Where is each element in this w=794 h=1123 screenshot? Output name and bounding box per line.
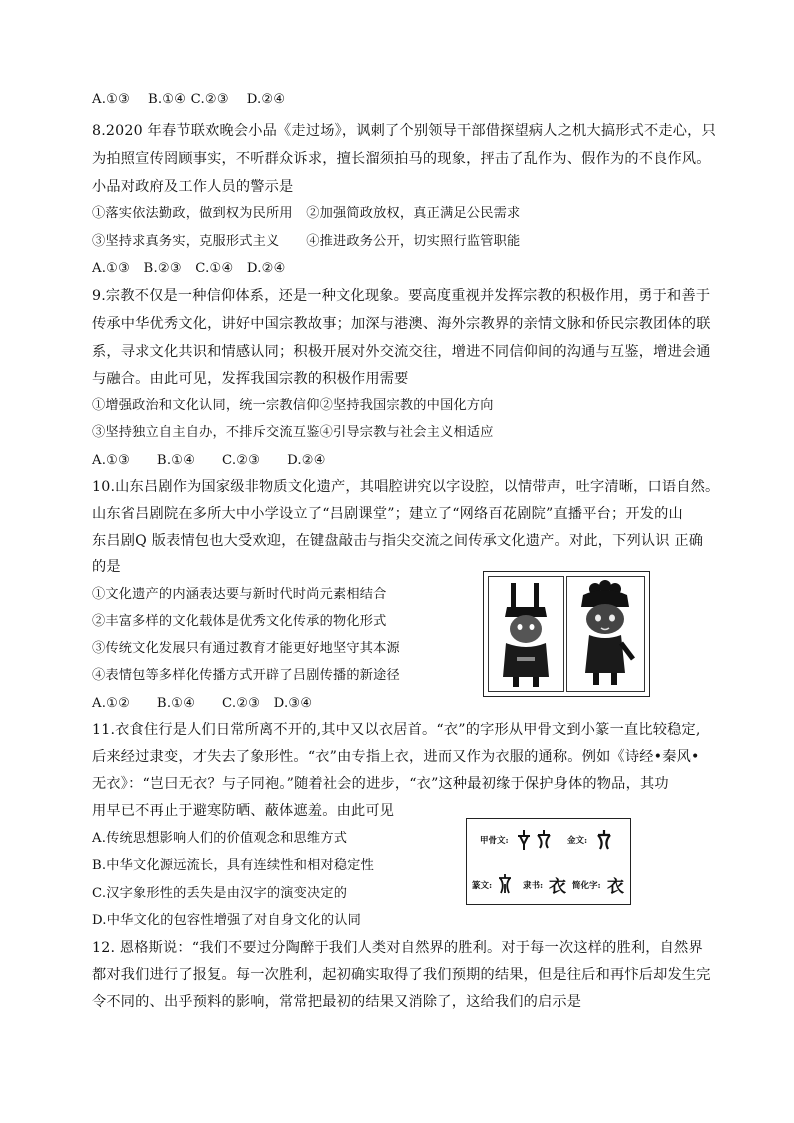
q10-stem-line-1: 10.山东吕剧作为国家级非物质文化遗产，其唱腔讲究以字设腔，以情带声，吐字清晰，口语自然。 bbox=[92, 479, 720, 495]
emoji-panel-male bbox=[488, 576, 564, 692]
q11-stem-line-2: 后来经过隶变，才失去了象形性。“衣”由专指上衣，进而又作为衣服的通称。例如《诗经•秦风• bbox=[92, 749, 700, 765]
q11-stem-line-3: 无衣》：“岂曰无衣？与子同袍。”随着社会的进步，“衣”这种最初缘于保护身体的物品，其功 bbox=[92, 776, 669, 792]
q10-statement-2: ②丰富多样的文化载体是优秀文化传承的物化形式 bbox=[92, 614, 387, 629]
q8-statement-12: ①落实依法勤政，做到权为民所用 ②加强简政放权，真正满足公民需求 bbox=[92, 206, 521, 221]
simplified-yi-glyph: 衣 bbox=[607, 877, 624, 897]
q12-stem-line-2: 都对我们进行了报复。每一次胜利，起初确实取得了我们预期的结果，但是往后和再忭后却发生完 bbox=[92, 967, 711, 983]
q11-option-d: D.中华文化的包容性增强了对自身文化的认同 bbox=[92, 913, 362, 928]
q9-stem-line-3: 系，寻求文化共识和情感认同；积极开展对外交流交往，增进不同信仰间的沟通与互鉴，增进会通 bbox=[92, 344, 711, 360]
q9-stem-line-2: 传承中华优秀文化，讲好中国宗教故事；加深与港澳、海外宗教界的亲情文脉和侨民宗教团体的联 bbox=[92, 316, 711, 332]
q8-options: A.①③ B.②③ C.①④ D.②④ bbox=[92, 261, 286, 276]
q11-stem-line-1: 11.衣食住行是人们日常所离不开的,其中又以衣居首。“衣”的字形从甲骨文到小篆一直比较稳定, bbox=[92, 722, 701, 738]
q10-options: A.①② B.①④ C.②③ D.③④ bbox=[92, 696, 313, 711]
bronze-label: 金文: bbox=[567, 836, 588, 846]
oracle-bone-label: 甲骨文: bbox=[480, 836, 509, 846]
clerical-script-yi-glyph: 衣 bbox=[549, 877, 566, 897]
lu-opera-emoji-illustration bbox=[483, 571, 650, 697]
q11-stem-line-4: 用早已不再止于避寒防晒、蔽体遮羞。由此可见 bbox=[92, 803, 395, 819]
q10-stem-line-3: 东吕剧Q 版表情包也大受欢迎，在键盘敲击与指尖交流之间传承文化遗产。对此，下列认识 正确 bbox=[92, 533, 704, 549]
q8-stem-line-3: 小品对政府及工作人员的警示是 bbox=[92, 179, 294, 195]
q9-statement-34: ③坚持独立自主自办，不排斥交流互鉴④引导宗教与社会主义相适应 bbox=[92, 425, 494, 440]
oracle-bone-yi-glyphs-icon bbox=[516, 828, 554, 852]
opera-male-figure-icon bbox=[489, 577, 563, 691]
q10-stem-line-2: 山东省吕剧院在多所大中小学设立了“吕剧课堂”；建立了“网络百花剧院”直播平台；开发的山 bbox=[92, 506, 683, 522]
q8-stem-line-1: 8.2020 年春节联欢晚会小品《走过场》，讽刺了个别领导干部借探望病人之机大搞形式不走心，只 bbox=[92, 123, 716, 139]
q8-stem-line-2: 为拍照宣传罔顾事实，不听群众诉求，擅长溜须拍马的现象，抨击了乱作为、假作为的不良作风。 bbox=[92, 151, 711, 167]
q10-stem-line-4: 的是 bbox=[92, 559, 121, 575]
q11-option-c: C.汉字象形性的丢失是由汉字的演变决定的 bbox=[92, 886, 348, 901]
q9-stem-line-4: 与融合。由此可见，发挥我国宗教的积极作用需要 bbox=[92, 371, 409, 387]
q11-option-a: A.传统思想影响人们的价值观念和思维方式 bbox=[92, 831, 348, 846]
q9-options: A.①③ B.①④ C.②③ D.②④ bbox=[92, 453, 326, 468]
simplified-label: 简化字: bbox=[572, 881, 601, 891]
q9-statement-12: ①增强政治和文化认同，统一宗教信仰②坚持我国宗教的中国化方向 bbox=[92, 398, 494, 413]
q8-statement-34: ③坚持求真务实，克服形式主义 ④推进政务公开，切实照行监管职能 bbox=[92, 234, 521, 249]
q10-statement-4: ④表情包等多样化传播方式开辟了吕剧传播的新途径 bbox=[92, 668, 400, 683]
q7-options: A.①③ B.①④ C.②③ D.②④ bbox=[92, 92, 286, 107]
q9-stem-line-1: 9.宗教不仅是一种信仰体系，还是一种文化现象。要高度重视并发挥宗教的积极作用，勇于和善于 bbox=[92, 288, 711, 304]
seal-script-label: 篆文: bbox=[472, 881, 493, 891]
opera-female-figure-icon bbox=[567, 577, 644, 691]
q12-stem-line-3: 令不同的、出乎预料的影响，常常把最初的结果又消除了，这给我们的启示是 bbox=[92, 994, 582, 1010]
seal-script-yi-glyph-icon bbox=[496, 872, 514, 896]
q11-option-b: B.中华文化源远流长，具有连续性和相对稳定性 bbox=[92, 858, 375, 873]
bronze-yi-glyph-icon bbox=[595, 828, 613, 852]
q10-statement-1: ①文化遗产的内涵表达要与新时代时尚元素相结合 bbox=[92, 587, 387, 602]
q10-statement-3: ③传统文化发展只有通过教育才能更好地坚守其本源 bbox=[92, 641, 400, 656]
q12-stem-line-1: 12. 恩格斯说：“我们不要过分陶醉于我们人类对自然界的胜利。对于每一次这样的胜利，自然界 bbox=[92, 940, 703, 956]
yi-character-evolution-figure bbox=[466, 818, 631, 905]
emoji-panel-female bbox=[566, 576, 645, 692]
clerical-script-label: 隶书: bbox=[523, 881, 544, 891]
